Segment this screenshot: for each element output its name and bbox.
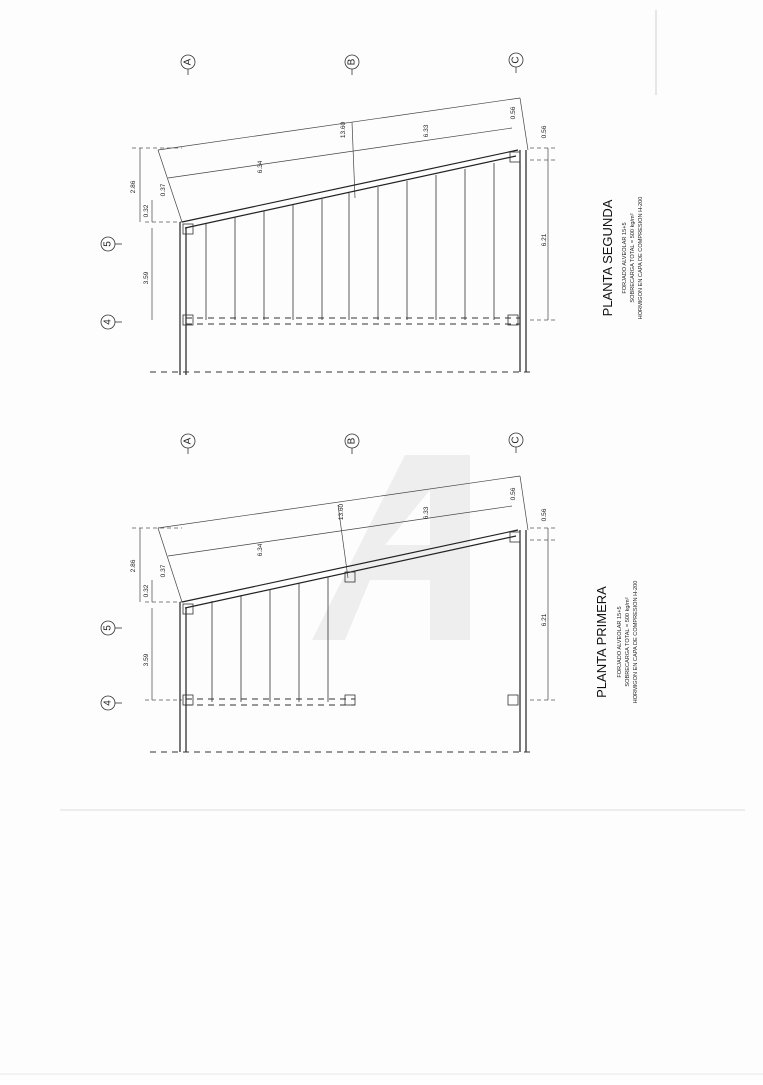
plan-note-3: HORMIGON EN CAPA DE COMPRESION H-200: [633, 580, 639, 704]
dim-right-span: 6.21: [541, 233, 548, 247]
plan-primera: [101, 433, 639, 752]
dim-left-span: 3.59: [143, 271, 150, 285]
axis-5-label: 5: [102, 625, 114, 631]
axis-5-bubble: [101, 621, 122, 635]
axis-b-bubble: [345, 55, 359, 75]
dim-left-total: 2.86: [130, 559, 137, 573]
axis-b-bubble: [345, 434, 359, 454]
dim-right-top: 0.56: [541, 125, 548, 139]
axis-5-bubble: [101, 237, 122, 251]
dim-slope-a: 6.34: [257, 543, 264, 557]
dim-left-span: 3.59: [143, 653, 150, 667]
dim-total-slope: 13.60: [338, 503, 345, 521]
slab-outline: [150, 150, 530, 375]
axis-a-label: A: [182, 437, 194, 445]
axis-5-label: 5: [102, 241, 114, 247]
dim-slope-a: 6.34: [257, 160, 264, 174]
dim-end-c: 0.56: [510, 487, 517, 501]
axis-c-bubble: [509, 433, 523, 453]
axis-4-bubble: [101, 696, 122, 710]
plan-title: PLANTA PRIMERA: [594, 586, 609, 698]
plan-note-2: SOBRECARGA TOTAL = 500 kg/m²: [625, 597, 631, 687]
axis-b-label: B: [346, 58, 358, 66]
axis-a-bubble: [181, 55, 195, 75]
plan-note-1: FORJADO ALVEOLAR 15+5: [622, 222, 628, 294]
axis-a-label: A: [182, 58, 194, 66]
axis-a-bubble: [181, 434, 195, 454]
plan-note-1: FORJADO ALVEOLAR 15+5: [617, 606, 623, 678]
dim-left-small: 0.32: [143, 584, 150, 598]
axis-c-bubble: [509, 53, 523, 73]
slab-outline: [150, 530, 530, 752]
left-dimension-lines: [132, 528, 182, 700]
axis-b-label: B: [346, 437, 358, 445]
left-dimension-lines: [132, 148, 182, 320]
axis-4-bubble: [101, 315, 122, 329]
plan-segunda: [101, 53, 644, 375]
dim-start-a: 0.37: [160, 564, 167, 578]
dim-start-a: 0.37: [160, 183, 167, 197]
plan-note-3: HORMIGON EN CAPA DE COMPRESION H-200: [638, 196, 644, 320]
dim-total-slope: 13.60: [340, 121, 347, 139]
watermark-logo: [312, 455, 470, 640]
dim-slope-b: 6.33: [423, 124, 430, 138]
axis-4-label: 4: [102, 700, 114, 706]
dim-right-span: 6.21: [541, 613, 548, 627]
dim-left-total: 2.86: [130, 180, 137, 194]
axis-c-label: C: [510, 56, 522, 64]
plan-title: PLANTA SEGUNDA: [600, 199, 615, 317]
axis-c-label: C: [510, 436, 522, 444]
dim-slope-b: 6.33: [423, 506, 430, 520]
dim-left-small: 0.32: [143, 204, 150, 218]
plan-note-2: SOBRECARGA TOTAL = 500 kg/m²: [630, 213, 636, 303]
axis-4-label: 4: [102, 319, 114, 325]
slab-joists: [212, 577, 328, 702]
dim-end-c: 0.56: [510, 106, 517, 120]
dim-right-top: 0.56: [541, 508, 548, 522]
